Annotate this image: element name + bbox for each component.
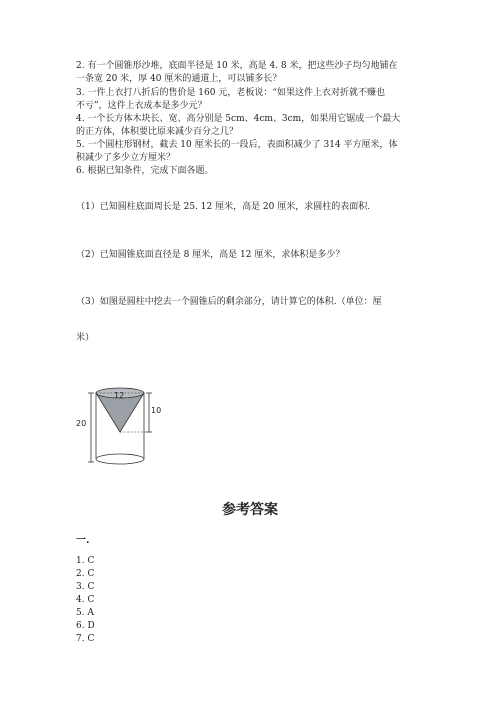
problem-line: 6. 根据已知条件，完成下面各题。	[76, 166, 214, 176]
label-height-cone: 10	[151, 406, 162, 415]
answer-item: 4. C	[76, 595, 95, 605]
subquestion-2: （2）已知圆锥底面直径是 8 厘米，高是 12 厘米，求体积是多少？	[76, 250, 345, 260]
answer-item: 3. C	[76, 582, 95, 592]
answer-item: 5. A	[76, 608, 94, 618]
problem-line: 一条宽 20 米，厚 40 厘米的通道上，可以铺多长？	[76, 74, 282, 84]
cylinder-cone-figure	[74, 380, 174, 475]
problem-line: 的正方体，体积要比原来减少百分之几？	[76, 127, 239, 137]
problem-line: 4. 一个长方体木块长、宽、高分别是 5cm、4cm、3cm，如果用它锯成一个最大	[76, 114, 401, 124]
subquestion-3: （3）如图是圆柱中挖去一个圆锥后的剩余部分，请计算它的体积.（单位：厘	[76, 297, 382, 307]
problem-line: 3. 一件上衣打八折后的售价是 160 元，老板说：“如果这件上衣对折就不赚也	[76, 88, 385, 98]
label-height-total: 20	[76, 419, 87, 428]
answer-item: 1. C	[76, 556, 95, 566]
problem-line: 2. 有一个圆锥形沙堆，底面半径是 10 米，高是 4. 8 米，把这些沙子均匀地铺在	[76, 61, 398, 71]
answer-item: 2. C	[76, 569, 95, 579]
subquestion-3-cont: 米）	[76, 333, 95, 343]
answer-item: 7. C	[76, 634, 95, 644]
section-mark: 一.	[76, 535, 90, 546]
problem-line: 5. 一个圆柱形钢材，截去 10 厘米长的一段后，表面积减少了 314 平方厘米，体	[76, 140, 398, 150]
label-diameter: 12	[114, 391, 125, 400]
subquestion-1: （1）已知圆柱底面周长是 25. 12 厘米，高是 20 厘米，求圆柱的表面积.	[76, 202, 371, 212]
problem-line: 不亏”，这件上衣成本是多少元？	[76, 101, 207, 111]
problem-line: 积减少了多少立方厘米？	[76, 153, 176, 163]
answers-title: 参考答案	[222, 502, 278, 518]
answer-item: 6. D	[76, 621, 95, 631]
